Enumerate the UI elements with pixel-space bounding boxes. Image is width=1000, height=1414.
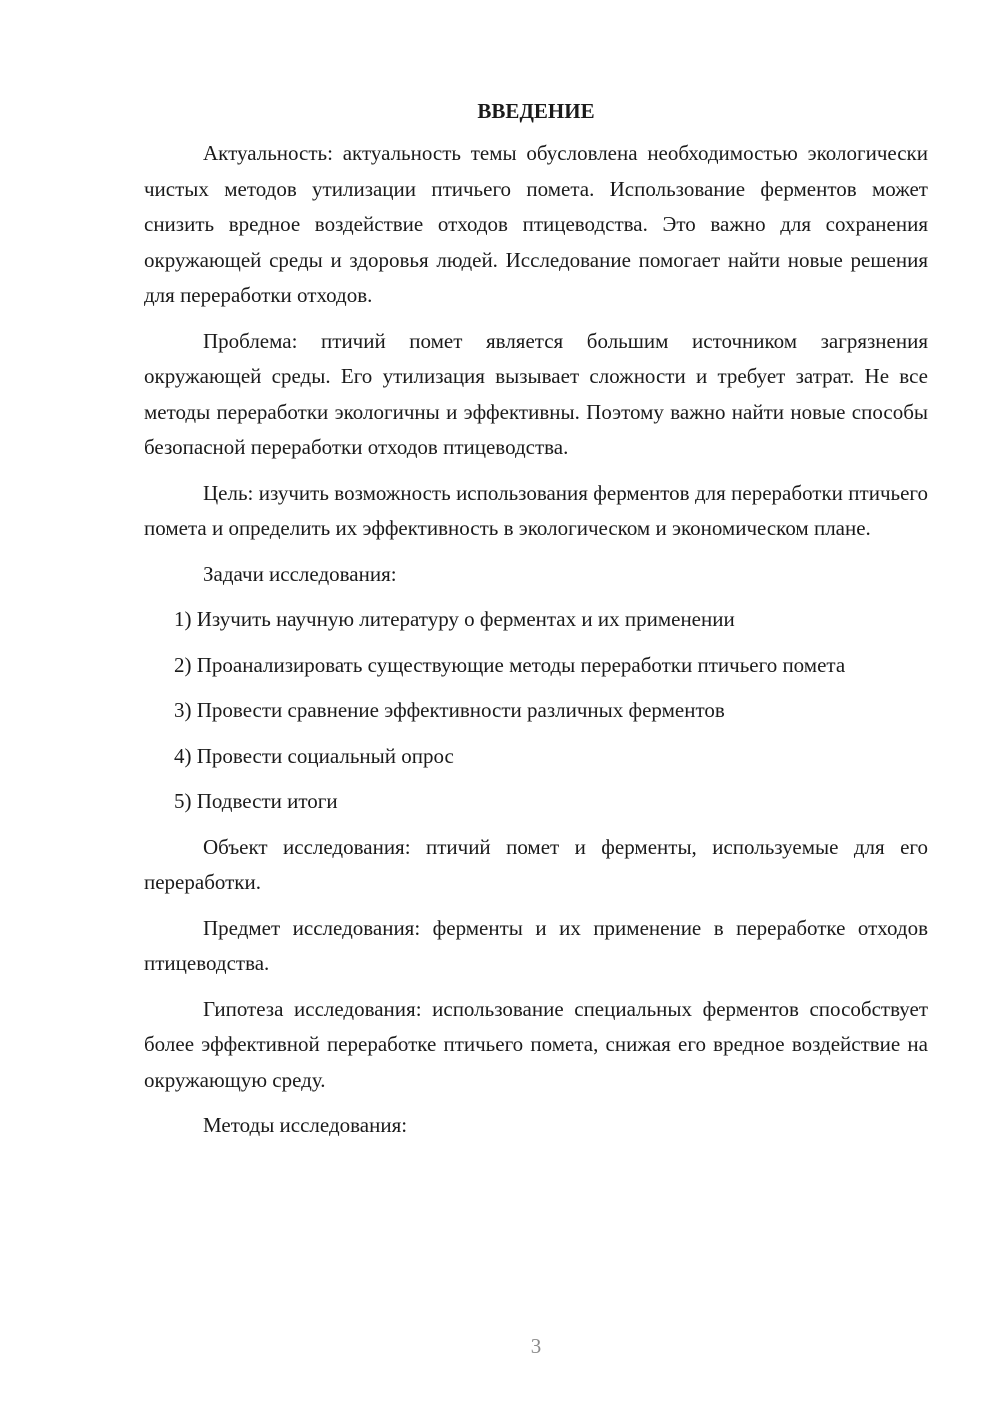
list-item: 1) Изучить научную литературу о ферментах и их применении: [174, 607, 735, 631]
relevance-paragraph: Актуальность: актуальность темы обусловлена необходимостью экологически чистых методов утилизации птичьего помета. Использование ферментов может снизить вредное воздействие отходов птицеводства. Это важно для сохранения окружающей среды и здоровья людей. Исследование помогает найти новые решения для переработки отходов.: [144, 141, 928, 307]
subject-paragraph: Предмет исследования: ферменты и их применение в переработке отходов птицеводства.: [144, 915, 928, 975]
list-item: 4) Провести социальный опрос: [174, 743, 454, 768]
tasks-heading: Задачи исследования:: [203, 561, 397, 586]
problem-paragraph: Проблема: птичий помет является большим источником загрязнения окружающей среды. Его утилизация вызывает сложности и требует затрат. Не все методы переработки экологичны и эффективны. Поэтому важно найти новые способы безопасной переработки отходов птицеводства.: [144, 328, 928, 459]
hypothesis-paragraph: Гипотеза исследования: использование специальных ферментов способствует более эффективной переработке птичьего помета, снижая его вредное воздействие на окружающую среду.: [144, 996, 928, 1092]
goal-paragraph: Цель: изучить возможность использования ферментов для переработки птичьего помета и определить их эффективность в экологическом и экономическом плане.: [144, 480, 928, 540]
page-title: ВВЕДЕНИЕ: [477, 99, 595, 123]
object-paragraph: Объект исследования: птичий помет и ферменты, используемые для его переработки.: [144, 834, 928, 894]
list-item: 2) Проанализировать существующие методы переработки птичьего помета: [174, 652, 846, 677]
page-content: [144, 95, 928, 1154]
list-item: 3) Провести сравнение эффективности различных ферментов: [174, 698, 725, 722]
tasks-list: [144, 602, 928, 820]
page-number: 3: [530, 1334, 542, 1358]
list-item: 5) Подвести итоги: [174, 789, 338, 813]
methods-heading: Методы исследования:: [203, 1113, 408, 1137]
